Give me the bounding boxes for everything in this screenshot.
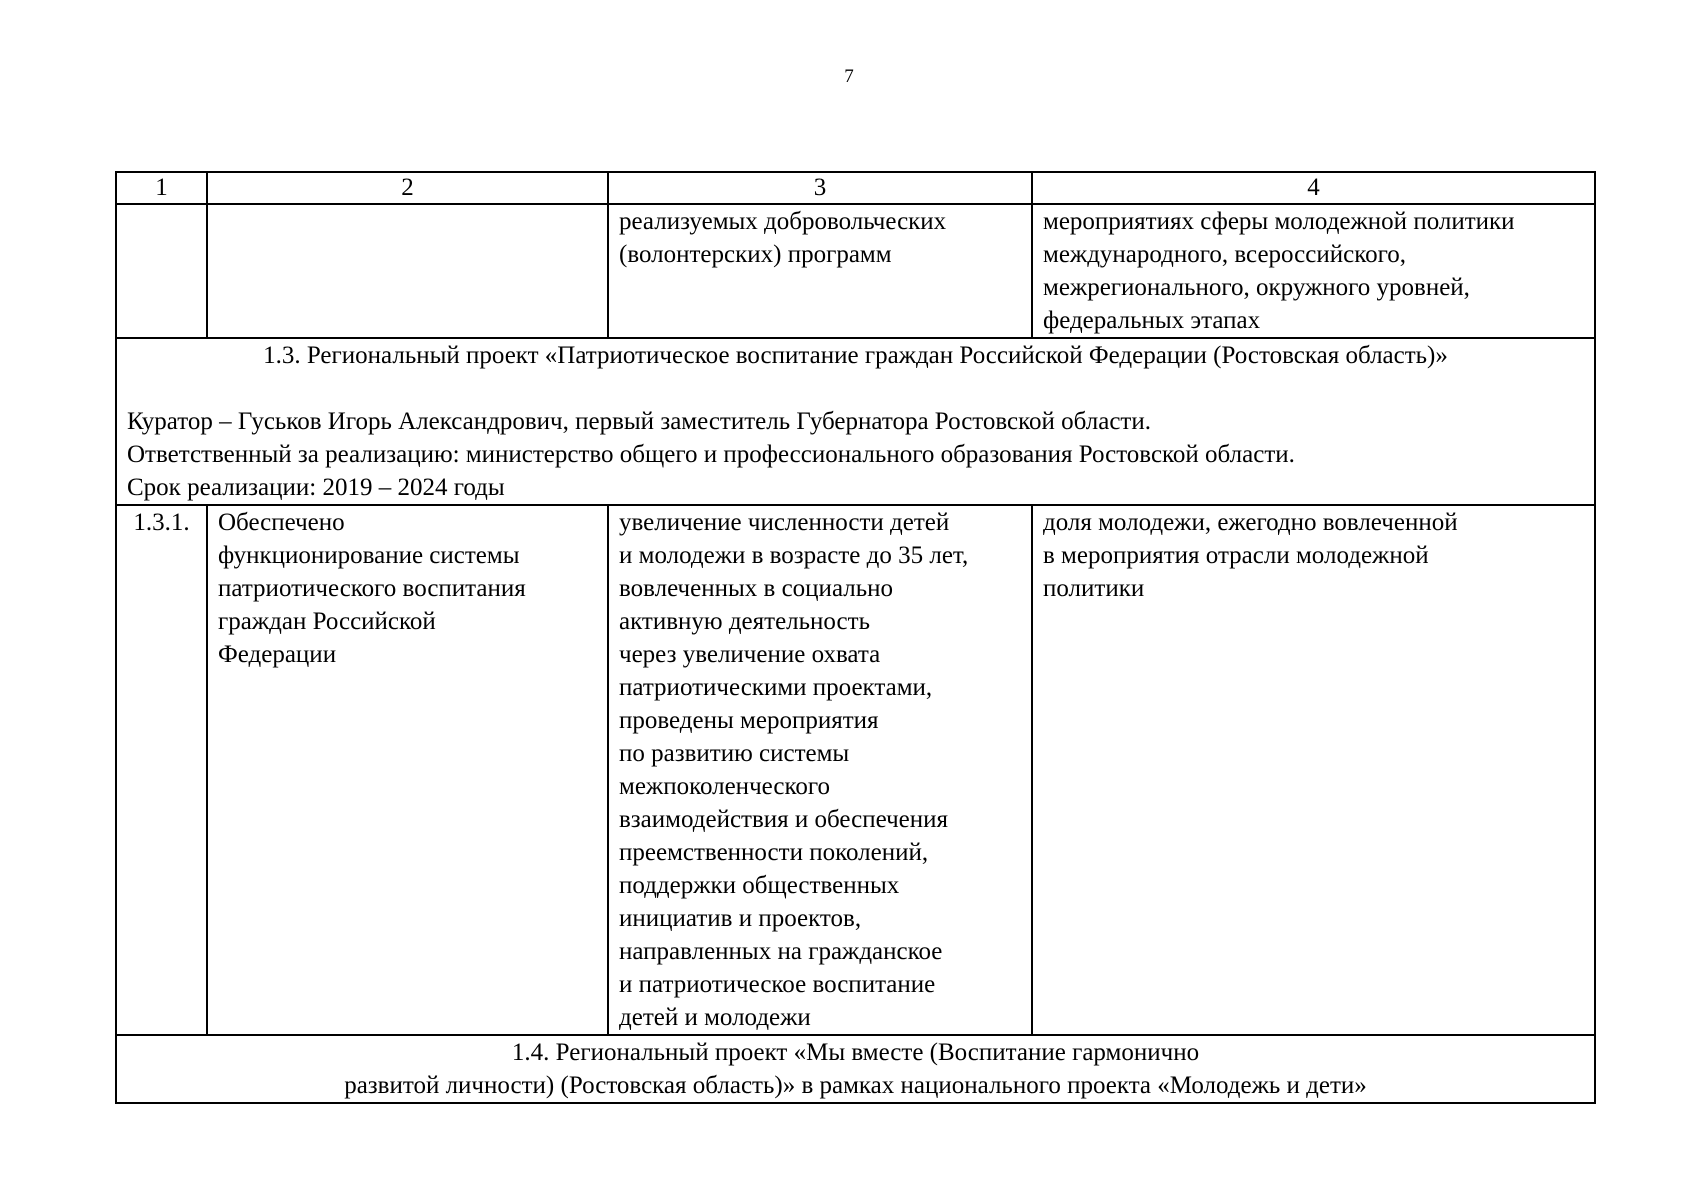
cell-line: патриотического воспитания	[218, 575, 526, 602]
column-header: 4	[1032, 172, 1595, 204]
table-cell	[207, 505, 608, 1035]
cell-line: проведены мероприятия	[619, 707, 879, 734]
cell-line: (волонтерских) программ	[619, 241, 892, 268]
section-term: Срок реализации: 2019 – 2024 годы	[127, 474, 505, 501]
cell-line: международного, всероссийского,	[1043, 241, 1406, 268]
table-row-1-3-1	[116, 505, 1595, 1035]
section-title: 1.3. Региональный проект «Патриотическое воспитание граждан Российской Федерации (Ростовская область)»	[263, 342, 1448, 369]
section-title: развитой личности) (Ростовская область)» в рамках национального проекта «Молодежь и дети»	[344, 1072, 1367, 1099]
cell-line: в мероприятия отрасли молодежной	[1043, 542, 1429, 569]
section-row-1-3	[116, 338, 1595, 505]
column-header: 2	[207, 172, 608, 204]
section-row-1-4	[116, 1035, 1595, 1103]
cell-line: Обеспечено	[218, 509, 345, 536]
cell-line: направленных на гражданское	[619, 938, 943, 965]
table-cell	[608, 204, 1032, 338]
section-responsible: Ответственный за реализацию: министерство общего и профессионального образования Ростовской области.	[127, 441, 1295, 468]
column-header: 3	[608, 172, 1032, 204]
table-cell	[207, 204, 608, 338]
row-number: 1.3.1.	[116, 505, 207, 1035]
cell-line: Федерации	[218, 641, 337, 668]
cell-line: поддержки общественных	[619, 872, 900, 899]
projects-table	[115, 171, 1596, 1104]
cell-line: федеральных этапах	[1043, 307, 1261, 334]
section-curator: Куратор – Гуськов Игорь Александрович, первый заместитель Губернатора Ростовской области.	[127, 408, 1151, 435]
cell-line: инициатив и проектов,	[619, 905, 862, 932]
section-cell	[116, 338, 1595, 505]
cell-line: вовлеченных в социально	[619, 575, 894, 602]
cell-line: граждан Российской	[218, 608, 436, 635]
table-row	[116, 204, 1595, 338]
table-cell	[1032, 505, 1595, 1035]
column-header: 1	[116, 172, 207, 204]
section-title: 1.4. Региональный проект «Мы вместе (Воспитание гармонично	[511, 1039, 1200, 1066]
cell-line: и патриотическое воспитание	[619, 971, 936, 998]
cell-line: мероприятиях сферы молодежной политики	[1043, 208, 1515, 235]
table-cell	[1032, 204, 1595, 338]
cell-line: функционирование системы	[218, 542, 520, 569]
cell-line: реализуемых добровольческих	[619, 208, 947, 235]
cell-line: преемственности поколений,	[619, 839, 929, 866]
cell-line: патриотическими проектами,	[619, 674, 933, 701]
cell-line: доля молодежи, ежегодно вовлеченной	[1043, 509, 1458, 536]
cell-line: и молодежи в возрасте до 35 лет,	[619, 542, 969, 569]
cell-line: активную деятельность	[619, 608, 870, 635]
table-cell	[116, 204, 207, 338]
cell-line: взаимодействия и обеспечения	[619, 806, 949, 833]
cell-line: межрегионального, окружного уровней,	[1043, 274, 1470, 301]
cell-line: через увеличение охвата	[619, 641, 881, 668]
section-cell	[116, 1035, 1595, 1103]
table-header-row	[116, 172, 1595, 204]
cell-line: увеличение численности детей	[619, 509, 950, 536]
cell-line: политики	[1043, 575, 1145, 602]
cell-line: по развитию системы	[619, 740, 850, 767]
page-number: 7	[844, 66, 854, 87]
table-cell	[608, 505, 1032, 1035]
cell-line: детей и молодежи	[619, 1004, 811, 1031]
cell-line: межпоколенческого	[619, 773, 830, 800]
spacer	[127, 372, 1584, 405]
